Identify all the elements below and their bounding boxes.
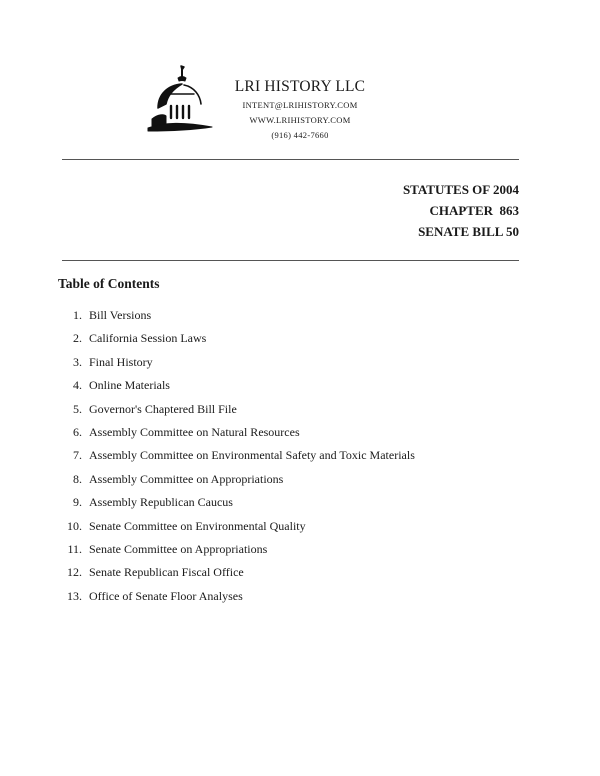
statute-bill: SENATE BILL 50 [418, 224, 519, 239]
toc-item-number: 1. [73, 308, 82, 322]
toc-item-label: Assembly Republican Caucus [89, 495, 233, 510]
toc-item-number: 9. [73, 495, 82, 510]
toc-item-number: 8. [73, 471, 82, 486]
toc-item-label: Senate Committee on Appropriations [89, 541, 268, 556]
statute-chapter: CHAPTER 863 [429, 203, 519, 218]
toc-item-label: California Session Laws [89, 331, 207, 346]
toc-item-label: Bill Versions [89, 308, 152, 322]
toc-item-number: 4. [73, 378, 82, 393]
statute-year: STATUTES OF 2004 [402, 182, 519, 197]
toc-item-label: Assembly Committee on Environmental Safety and Toxic Materials [89, 448, 415, 463]
toc-item-number: 7. [73, 448, 82, 463]
header-divider [62, 159, 519, 160]
toc-title: Table of Contents [58, 276, 160, 291]
toc-item-label: Governor's Chaptered Bill File [89, 401, 237, 416]
toc-item-number: 11. [67, 541, 82, 556]
company-name: LRI HISTORY LLC [234, 78, 366, 95]
toc-item-label: Assembly Committee on Natural Resources [89, 424, 300, 439]
toc-item-number: 2. [73, 331, 82, 346]
toc-item-number: 13. [67, 588, 82, 603]
toc-item-label: Online Materials [89, 378, 170, 393]
toc-item-number: 3. [73, 354, 82, 369]
toc-item-number: 6. [73, 424, 82, 439]
contact-email: INTENT@LRIHISTORY.COM [242, 100, 358, 110]
toc-item-label: Assembly Committee on Appropriations [89, 471, 284, 486]
statute-divider [62, 260, 519, 261]
toc-item-number: 10. [67, 518, 82, 533]
contact-phone: (916) 442-7660 [271, 130, 329, 140]
toc-item-number: 12. [67, 565, 82, 580]
contact-website: WWW.LRIHISTORY.COM [249, 115, 351, 125]
toc-item-number: 5. [73, 401, 82, 416]
toc-item-label: Senate Republican Fiscal Office [89, 565, 244, 580]
toc-item-label: Senate Committee on Environmental Quality [89, 518, 306, 533]
toc-item-label: Office of Senate Floor Analyses [89, 588, 243, 603]
toc-item-label: Final History [89, 354, 153, 369]
capitol-dome-logo-icon [144, 64, 214, 138]
